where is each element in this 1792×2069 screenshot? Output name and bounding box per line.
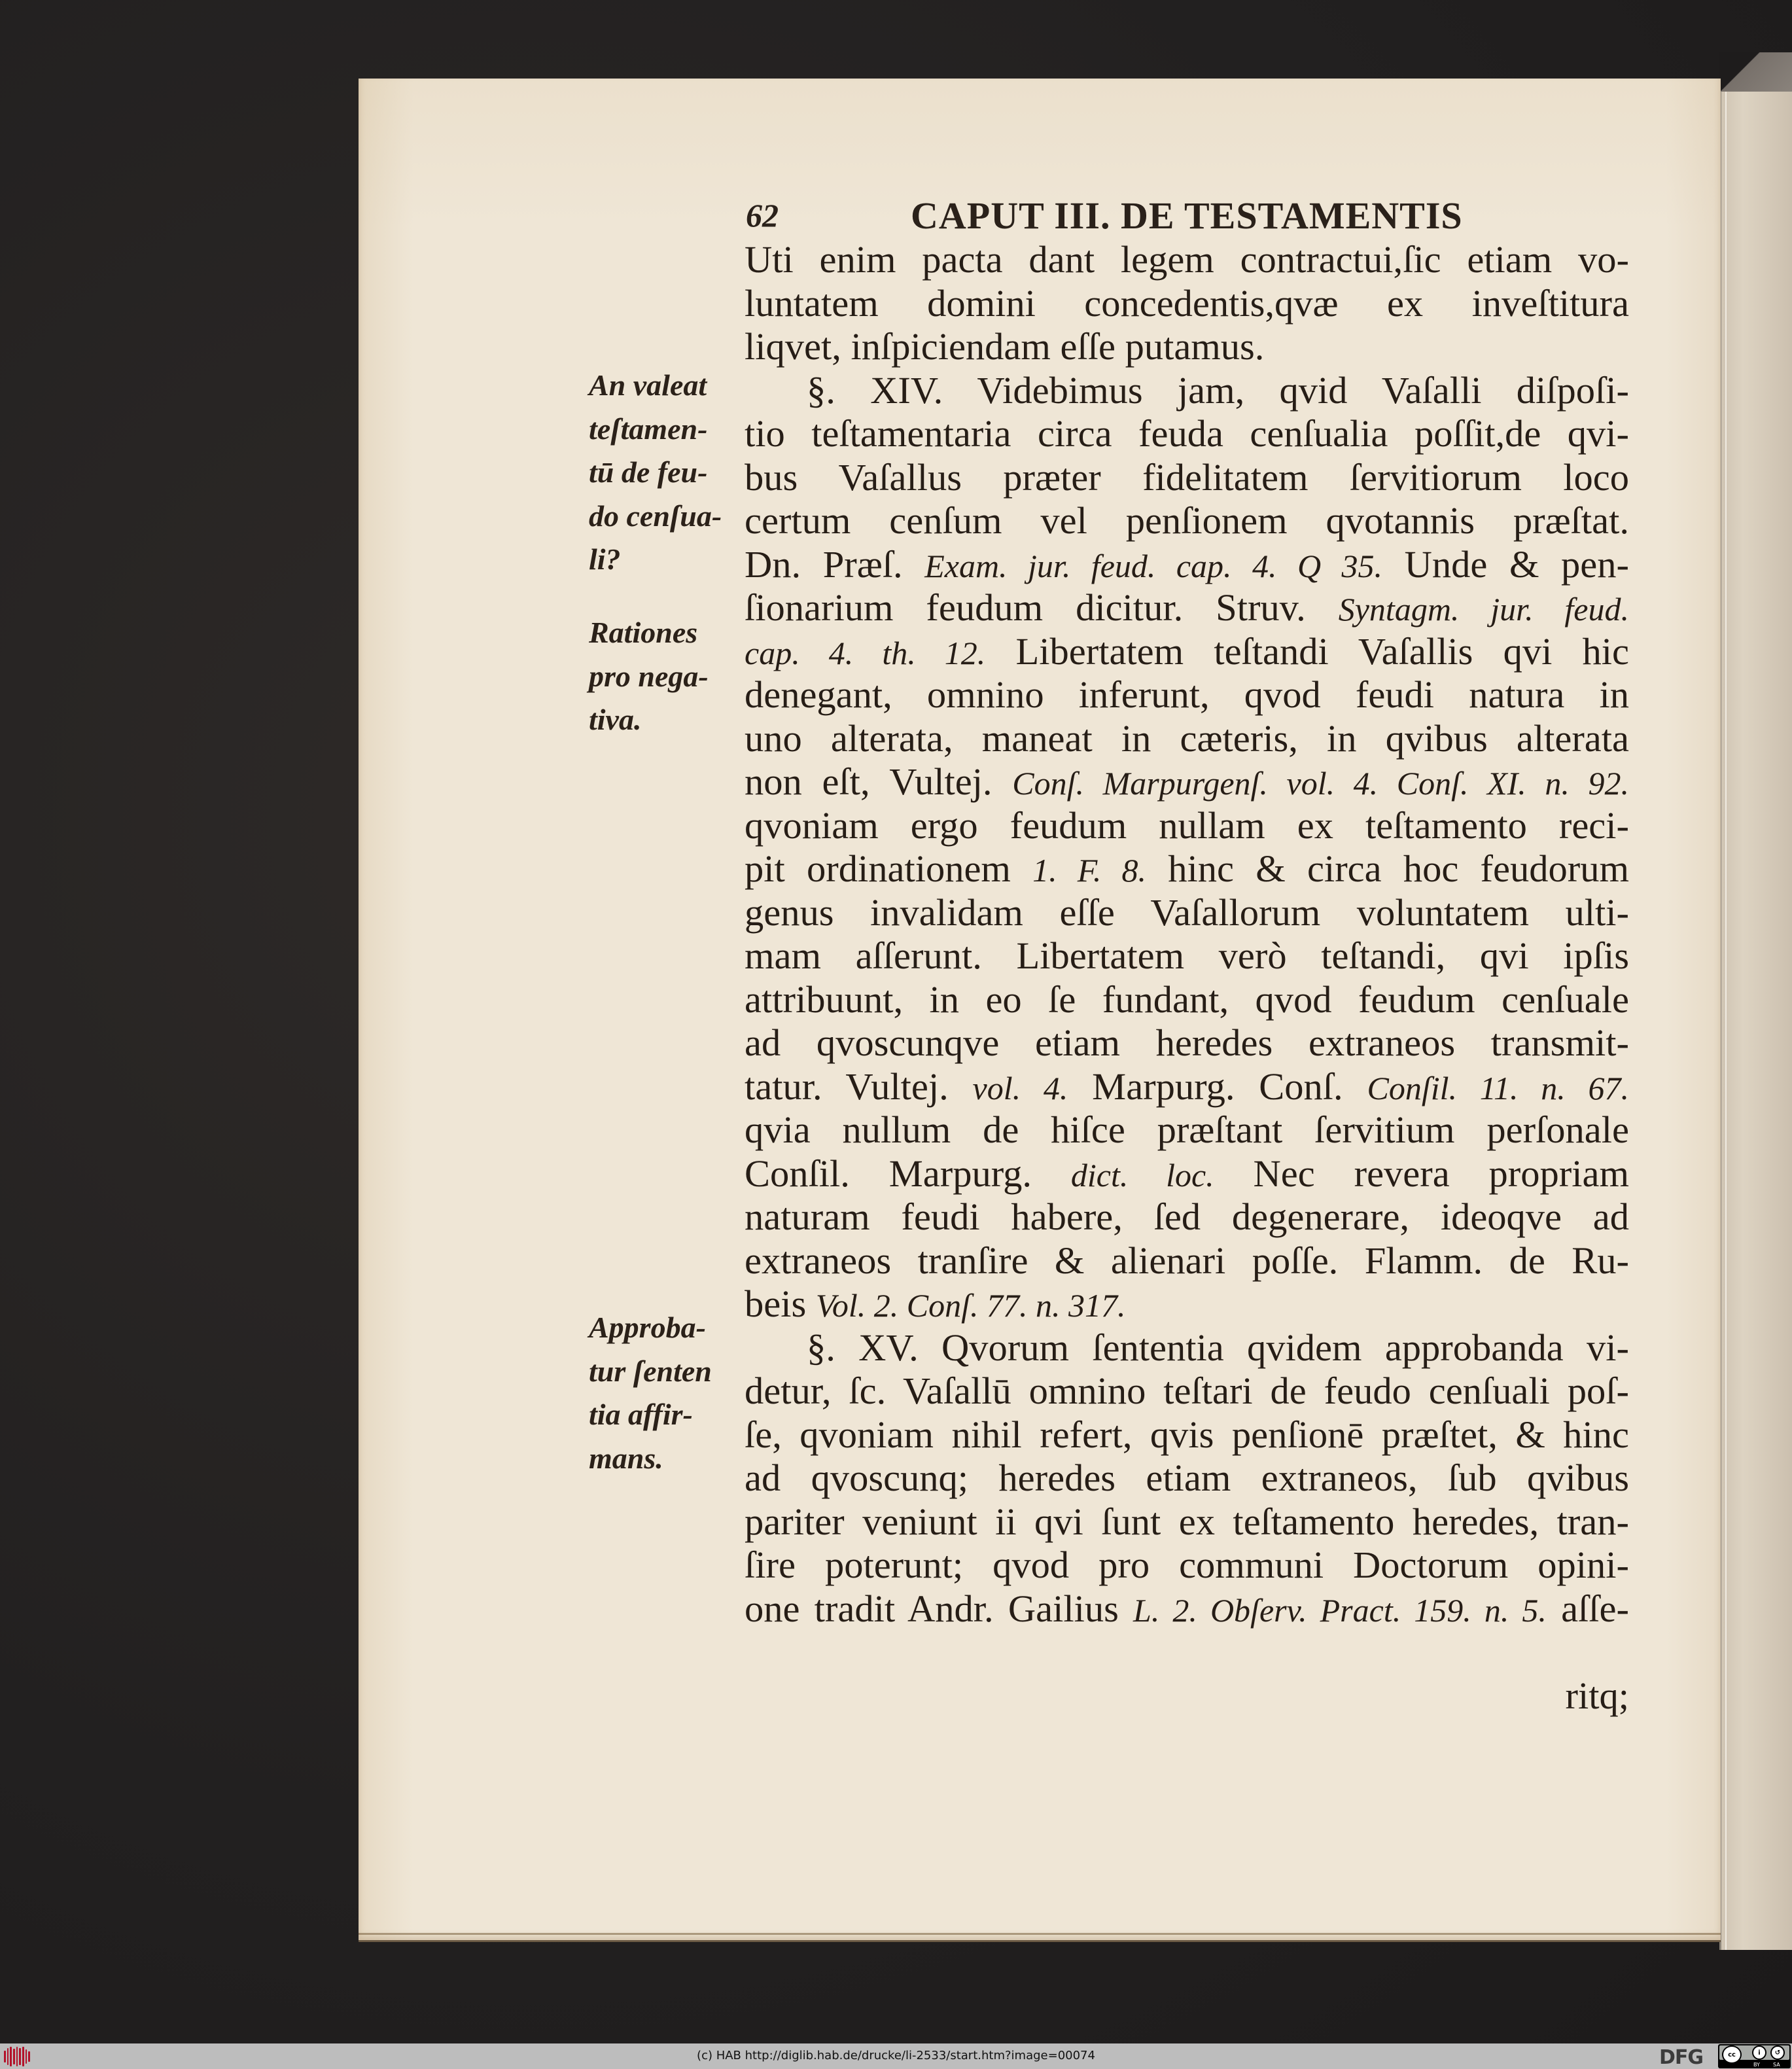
by-icon: i	[1752, 2045, 1766, 2060]
text-line: tio teſtamentaria circa feuda cenſualia poſſit,de qvi-	[745, 412, 1629, 455]
facing-page-corner	[1719, 52, 1792, 93]
text-line	[745, 1631, 1629, 1674]
text-line: certum cenſum vel penſionem qvotannis præſtat.	[745, 499, 1629, 542]
margin-note-line: An valeat	[589, 368, 707, 402]
citation: Conſil. 11. n. 67.	[1367, 1069, 1629, 1106]
text-line: denegant, omnino inferunt, qvod feudi natura in	[745, 673, 1629, 716]
margin-note	[589, 1306, 739, 1480]
cc-license-badge[interactable]	[1718, 2044, 1791, 2068]
text-line	[745, 1282, 1629, 1326]
citation: Conſ. Marpurgenſ. vol. 4. Conſ. XI. n. 92.	[1012, 765, 1629, 802]
text-line: qvoniam ergo feudum nullam ex teſtamento reci-	[745, 804, 1629, 847]
text-line: uno alterata, maneat in cæteris, in qvibus alterata	[745, 716, 1629, 760]
text-line: bus Vaſallus præter fidelitatem ſervitiorum loco	[745, 455, 1629, 499]
text-line	[745, 1587, 1629, 1631]
text-segment: aſſe-	[1546, 1587, 1629, 1630]
citation: L. 2. Obſerv. Pract. 159. n. 5.	[1133, 1591, 1547, 1629]
text-line: ſire poterunt; qvod pro communi Doctorum opini-	[745, 1544, 1629, 1586]
margin-note-line: tur ſenten	[589, 1354, 712, 1388]
text-line: extraneos tranſire & alienari poſſe. Flamm. de Ru-	[745, 1239, 1629, 1282]
running-head	[746, 194, 1466, 239]
page-number: 62	[746, 197, 779, 234]
citation: cap. 4. th. 12.	[745, 634, 986, 671]
facing-page-edge	[1719, 92, 1792, 1950]
text-segment: pit ordinationem	[745, 847, 1033, 890]
text-line	[745, 543, 1629, 587]
text-line	[745, 586, 1629, 630]
text-segment: Dn. Præſ.	[745, 542, 925, 586]
cc-icon: cc	[1722, 2045, 1742, 2064]
body-text	[745, 238, 1629, 1718]
margin-note-line: tū de feu-	[589, 455, 708, 489]
text-line: liqvet, inſpiciendam eſſe putamus.	[745, 325, 1265, 368]
text-line: ſe, qvoniam nihil refert, qvis penſionē præſtet, & hinc	[745, 1413, 1629, 1456]
by-label: BY	[1753, 2062, 1760, 2068]
chapter-title: CAPUT III. DE TESTAMENTIS	[911, 194, 1463, 237]
citation: Vol. 2. Conſ. 77. n. 317.	[815, 1287, 1126, 1324]
margin-note-line: mans.	[589, 1441, 663, 1475]
margin-note-line: Rationes	[589, 616, 698, 649]
text-line: naturam feudi habere, ſed degenerare, ideoqve ad	[745, 1195, 1629, 1238]
margin-note-line: do cenſua-	[589, 499, 722, 533]
margin-note-line: tia affir-	[589, 1398, 693, 1431]
text-segment: Marpurg. Conſ.	[1068, 1065, 1367, 1108]
text-line: ad qvoscunqve etiam heredes extraneos transmit-	[745, 1021, 1629, 1064]
margin-note-line: Approba-	[589, 1311, 706, 1344]
text-line: genus invalidam eſſe Vaſallorum voluntatem ulti-	[745, 891, 1629, 934]
citation: vol. 4.	[972, 1069, 1068, 1106]
text-line	[745, 630, 1629, 674]
text-segment: non eſt, Vultej.	[745, 760, 1013, 803]
text-segment: hinc & circa hoc feudorum	[1146, 847, 1629, 890]
text-line	[745, 1152, 1629, 1196]
text-line: detur, ſc. Vaſallū omnino teſtari de feudo cenſuali poſ-	[745, 1370, 1629, 1412]
text-line	[745, 847, 1629, 891]
text-line: luntatem domini concedentis,qvæ ex inveſtitura	[745, 281, 1629, 325]
text-line: mam aſſerunt. Libertatem verò teſtandi, qvi ipſis	[745, 934, 1629, 977]
text-line: Uti enim pacta dant legem contractui,ſic etiam vo-	[745, 238, 1629, 281]
margin-note-line: pro nega-	[589, 659, 709, 693]
text-segment: Conſil. Marpurg.	[745, 1152, 1071, 1195]
text-line: attribuunt, in eo ſe fundant, qvod feudum cenſuale	[745, 978, 1629, 1021]
text-line: qvia nullum de hiſce præſtant ſervitium perſonale	[745, 1108, 1629, 1151]
text-line	[745, 1065, 1629, 1109]
text-segment: tatur. Vultej.	[745, 1065, 973, 1108]
citation: Syntagm. jur. feud.	[1338, 591, 1630, 628]
copyright-notice: (c) HAB http://diglib.hab.de/drucke/li-2533/start.htm?image=00074	[697, 2049, 1095, 2062]
text-line: pariter veniunt ii qvi ſunt ex teſtamento heredes, tran-	[745, 1500, 1629, 1543]
text-segment: ſionarium feudum dicitur. Struv.	[745, 586, 1339, 629]
text-segment: one tradit Andr. Gailius	[745, 1587, 1134, 1630]
citation: Exam. jur. feud. cap. 4. Q 35.	[924, 547, 1383, 584]
margin-note	[589, 364, 739, 582]
dfg-logo[interactable]: DFG	[1659, 2046, 1704, 2069]
text-segment: Libertatem teſtandi Vaſallis qvi hic	[985, 629, 1630, 673]
text-segment: beis	[745, 1282, 816, 1325]
citation: dict. loc.	[1070, 1156, 1214, 1194]
viewer-footer-bar	[0, 2043, 1792, 2069]
margin-note-line: teſtamen-	[589, 412, 708, 446]
sa-label: SA	[1773, 2062, 1780, 2068]
margin-note	[589, 611, 739, 742]
margin-note-line: tiva.	[589, 703, 642, 736]
text-line: ritq;	[1565, 1674, 1629, 1717]
text-line: ad qvoscunq; heredes etiam extraneos, ſub qvibus	[745, 1457, 1629, 1499]
text-line: §. XV. Qvorum ſententia qvidem approbanda vi-	[807, 1326, 1629, 1369]
text-segment: Nec revera propriam	[1214, 1152, 1629, 1195]
text-line: §. XIV. Videbimus jam, qvid Vaſalli diſpoſi-	[807, 368, 1629, 412]
text-line	[745, 760, 1629, 804]
text-segment: Unde & pen-	[1382, 542, 1629, 586]
citation: 1. F. 8.	[1032, 852, 1147, 889]
sa-icon: ↺	[1770, 2045, 1785, 2060]
margin-note-line: li?	[589, 542, 621, 576]
